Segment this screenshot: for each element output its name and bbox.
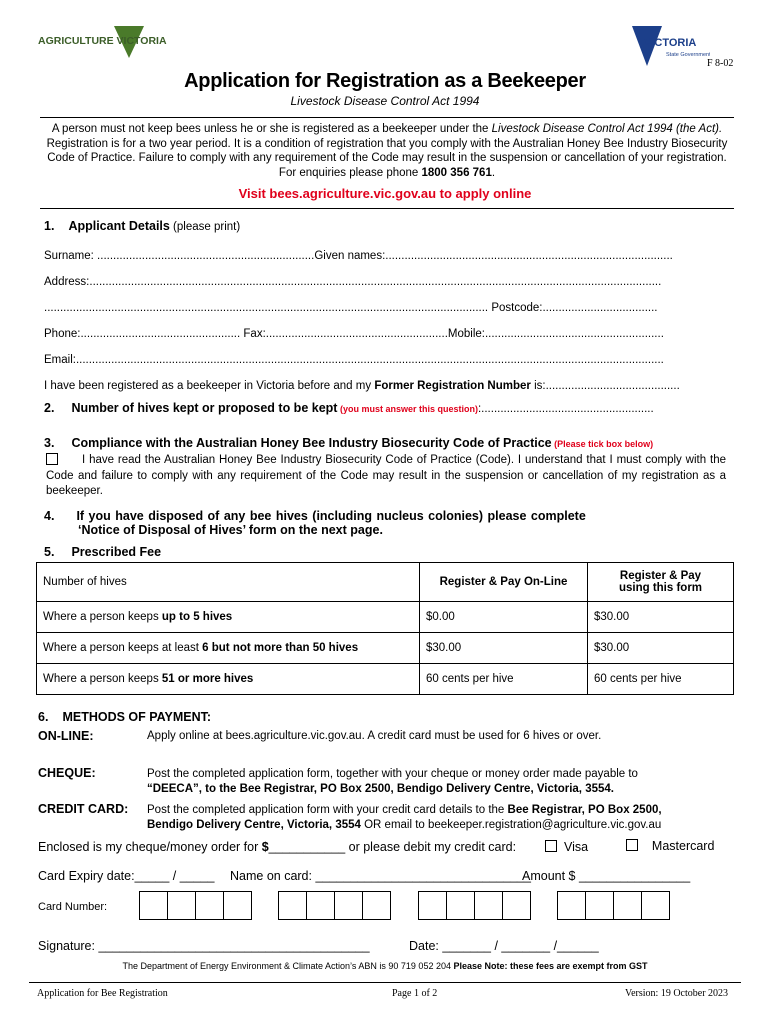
table-header-row <box>37 563 734 602</box>
section-1-heading: 1. Applicant Details (please print) <box>44 219 241 233</box>
page-footer <box>29 982 741 1001</box>
online-label: ON-LINE: <box>38 729 94 743</box>
date-field[interactable]: Date: _______ / _______ /______ <box>409 939 599 953</box>
mastercard-checkbox[interactable]: Mastercard <box>626 839 714 853</box>
section-4-disposal: 4. If you have disposed of any bee hives (including nucleus colonies) please complete ‘Notice of Disposal of Hives’ form on the next page. <box>44 509 586 537</box>
page-subtitle: Livestock Disease Control Act 1994 <box>290 94 480 108</box>
intro-text: A person must not keep bees unless he or she is registered as a beekeeper under the Livestock Disease Control Act 1994 (the Act). Registration is for a two year period. It is a condition of registration that you comply with the Australian Honey Bee Industry Biosecurity Code of Practice. Failure to comply with any requirement of the Code may result in the suspension or cancellation of your registration. For enquiries please phone 1800 356 761. <box>46 123 728 179</box>
fax-field[interactable]: Fax:......................................................... <box>240 328 448 340</box>
form-code: F 8-02 <box>707 58 734 69</box>
header-number-of-hives: Number of hives <box>37 563 420 602</box>
credit-card-text: Post the completed application form with your credit card details to the Bee Registrar, PO Box 2500, Bendigo Delivery Centre, Victoria, 3554 OR email to beekeeper.registration@agriculture.vic.gov.au <box>147 804 662 831</box>
hives-cell: Where a person keeps 51 or more hives <box>37 664 420 695</box>
surname-field[interactable]: Surname: ....................................................................Given names:.......................................................................................... <box>44 250 673 262</box>
postcode-field[interactable]: Postcode:.................................... <box>488 302 658 314</box>
hives-cell: Where a person keeps up to 5 hives <box>37 602 420 633</box>
online-fee-cell: 60 cents per hive <box>420 664 588 695</box>
form-fee-cell: 60 cents per hive <box>588 664 734 695</box>
given-names-field[interactable]: Given names:.......................................................................................... <box>314 250 673 262</box>
agriculture-victoria-logo <box>38 24 178 60</box>
abn-note: The Department of Energy Environment & Climate Action’s ABN is 90 719 052 204 Please Note: these fees are exempt from GST <box>122 961 648 971</box>
card-number-group-3[interactable] <box>418 891 531 920</box>
online-fee-cell: $0.00 <box>420 602 588 633</box>
section-3-heading: 3. Compliance with the Australian Honey Bee Industry Biosecurity Code of Practice (Please tick box below) <box>44 436 654 450</box>
visa-checkbox[interactable]: Visa <box>545 840 588 854</box>
card-expiry-field[interactable]: Card Expiry date:_____ / _____ <box>38 869 215 883</box>
form-fee-cell: $30.00 <box>588 633 734 664</box>
credit-card-label: CREDIT CARD: <box>38 802 129 816</box>
hives-cell: Where a person keeps at least 6 but not more than 50 hives <box>37 633 420 664</box>
victoria-state-government-logo <box>630 24 710 68</box>
amount-field[interactable]: Amount $ ________________ <box>522 869 691 883</box>
footer-doc-name: Application for Bee Registration <box>37 988 168 999</box>
card-number-label: Card Number: <box>38 901 108 913</box>
mobile-field[interactable]: Mobile:........................................................ <box>447 328 664 340</box>
divider <box>40 208 734 209</box>
fee-table <box>36 562 734 695</box>
visit-online-link[interactable]: Visit bees.agriculture.vic.gov.au to apply online <box>238 186 532 201</box>
footer-page-number: Page 1 of 2 <box>392 988 438 999</box>
email-field[interactable]: Email:........................................................................................................................................................................................ <box>44 354 664 366</box>
signature-field[interactable]: Signature: _______________________________________ <box>38 939 370 953</box>
footer-version: Version: 19 October 2023 <box>625 988 729 999</box>
divider <box>40 117 734 118</box>
table-row <box>37 664 734 695</box>
cheque-text: Post the completed application form, together with your cheque or money order made payable to “DEECA”, to the Bee Registrar, PO Box 2500, Bendigo Delivery Centre, Victoria, 3554. <box>147 768 638 795</box>
header-pay-online: Register & Pay On-Line <box>420 563 588 602</box>
cheque-label: CHEQUE: <box>38 766 96 780</box>
right-logo-sub: State Government <box>666 52 710 58</box>
card-number-group-4[interactable] <box>557 891 670 920</box>
online-text: Apply online at bees.agriculture.vic.gov.au. A credit card must be used for 6 hives or over. <box>147 730 602 742</box>
phone-field[interactable]: Phone:.................................................. Fax:.........................................................Mobile:........................................................ <box>44 328 664 340</box>
enclosed-amount-field[interactable]: Enclosed is my cheque/money order for $___________ or please debit my credit card: <box>38 840 517 854</box>
online-fee-cell: $30.00 <box>420 633 588 664</box>
page-title: Application for Registration as a Beekeeper <box>184 70 586 92</box>
section-2-hives-field[interactable]: 2. Number of hives kept or proposed to be kept (you must answer this question):...................................................... <box>44 401 654 415</box>
form-fee-cell: $30.00 <box>588 602 734 633</box>
section-6-heading: 6. METHODS OF PAYMENT: <box>38 710 212 724</box>
header-pay-form: Register & Pay using this form <box>588 563 734 602</box>
right-logo-text: VICTORIA <box>644 37 697 49</box>
compliance-statement: I have read the Australian Honey Bee Industry Biosecurity Code of Practice (Code). I understand that I must comply with the Code and failure to comply with any requirement of the Code may result in the suspension or cancellation of my registration as a beekeeper. <box>46 454 726 497</box>
card-number-group-1[interactable] <box>139 891 252 920</box>
table-row <box>37 633 734 664</box>
name-on-card-field[interactable]: Name on card: _______________________________ <box>230 869 531 883</box>
address-field[interactable]: Address:................................................................................................................................................................................... <box>44 276 662 288</box>
address-line-2-field[interactable]: ........................................................................................................................................... Postcode:.................................... <box>44 302 658 314</box>
section-5-heading: 5. Prescribed Fee <box>44 545 162 559</box>
table-row <box>37 602 734 633</box>
card-number-group-2[interactable] <box>278 891 391 920</box>
former-registration-field[interactable]: I have been registered as a beekeeper in Victoria before and my Former Registration Number is:.......................................... <box>44 380 680 392</box>
left-logo-text: AGRICULTURE VICTORIA <box>38 35 167 47</box>
